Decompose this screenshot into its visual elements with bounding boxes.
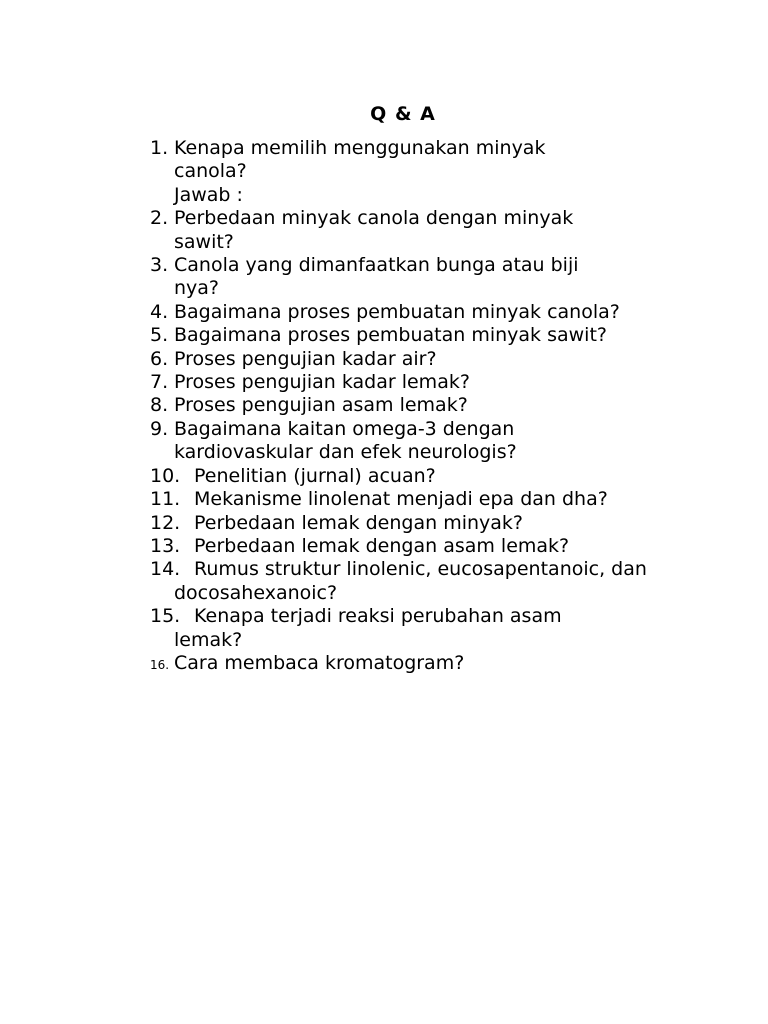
question-text: Cara membaca kromatogram? [174,651,465,674]
question-item-13 [150,535,670,558]
question-number: 5. [150,324,169,347]
question-text: Proses pengujian kadar air? [174,347,437,370]
question-number: 9. [150,417,169,440]
question-item-4 [150,301,670,324]
question-item-2 [150,207,670,254]
question-text: Perbedaan minyak canola dengan minyak sawit? [174,207,574,253]
question-item-15 [150,605,670,652]
question-text: Bagaimana proses pembuatan minyak sawit? [174,324,607,347]
question-text: Canola yang dimanfaatkan bunga atau biji nya? [174,254,579,300]
question-text: Penelitian (jurnal) acuan? [194,464,436,487]
document-title: Q & A [370,103,436,125]
question-item-10 [150,465,670,488]
question-number: 8. [150,394,169,417]
question-item-16 [150,652,670,675]
question-number: 3. [150,254,169,277]
question-item-6 [150,348,670,371]
question-number: 11. [150,488,181,511]
question-item-5 [150,324,670,347]
question-item-3 [150,254,670,301]
question-text: Perbedaan lemak dengan asam lemak? [194,534,570,557]
question-number: 4. [150,300,169,323]
question-number: 6. [150,347,169,370]
question-text: Kenapa memilih menggunakan minyak canola? [174,137,546,183]
answer-label: Jawab : [174,183,243,206]
question-item-1 [150,137,670,207]
question-text: Proses pengujian asam lemak? [174,394,468,417]
question-text: Bagaimana kaitan omega-3 dengan kardiovaskular dan efek neurologis? [174,417,517,464]
question-number: 14. [150,558,181,581]
question-number: 2. [150,207,169,230]
question-list [150,137,670,675]
question-item-14 [150,558,670,605]
question-item-9 [150,418,670,465]
question-number: 10. [150,464,181,487]
question-number: 16. [150,657,170,672]
question-item-7 [150,371,670,394]
question-number: 13. [150,534,181,557]
question-text: Proses pengujian kadar lemak? [174,371,470,394]
question-text: Mekanisme linolenat menjadi epa dan dha? [194,488,608,511]
question-text: Kenapa terjadi reaksi perubahan asam lemak? [174,605,562,651]
question-number: 7. [150,371,169,394]
question-text: Rumus struktur linolenic, eucosapentanoic, dan docosahexanoic? [174,558,647,604]
question-number: 1. [150,137,169,159]
question-number: 15. [150,605,181,628]
question-text: Perbedaan lemak dengan minyak? [194,511,524,534]
question-item-11 [150,488,670,511]
question-item-8 [150,394,670,417]
question-number: 12. [150,511,181,534]
question-text: Bagaimana proses pembuatan minyak canola? [174,300,620,323]
question-item-12 [150,512,670,535]
